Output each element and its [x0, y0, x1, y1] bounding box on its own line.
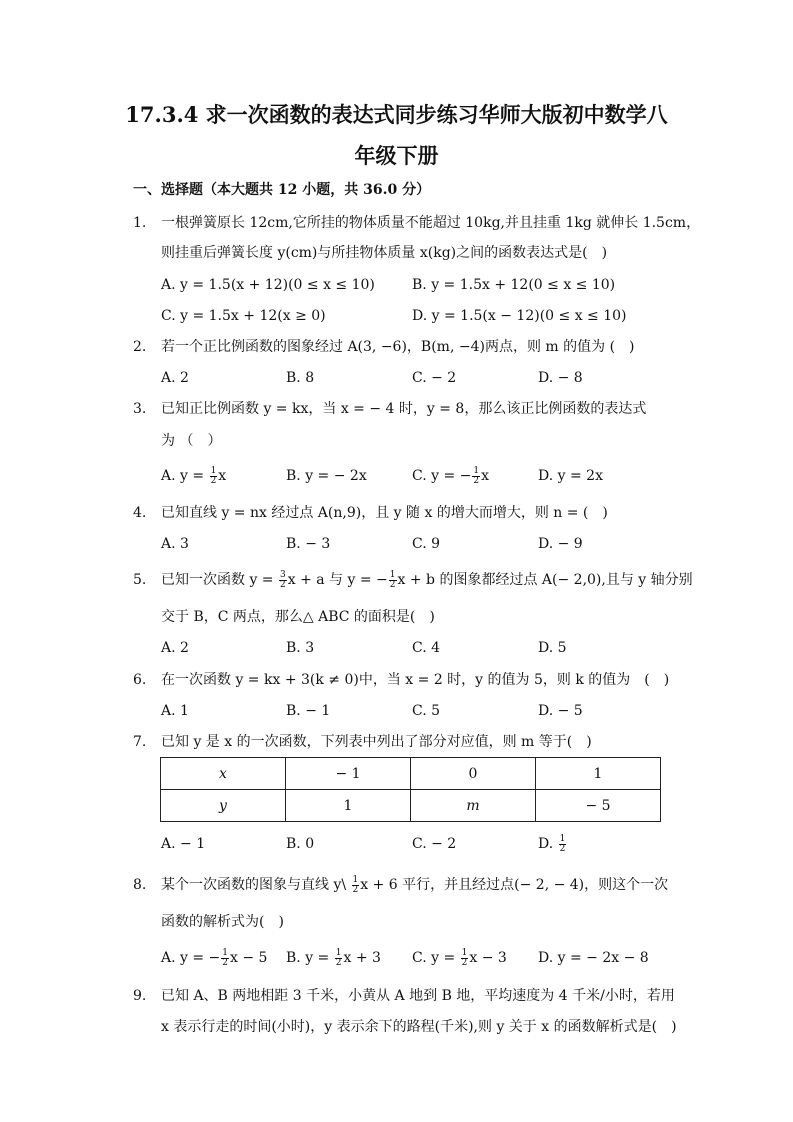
fraction	[221, 949, 229, 968]
fraction	[352, 876, 360, 895]
question-number: 3.	[133, 401, 147, 417]
fraction	[472, 467, 480, 486]
numerator: 1	[352, 874, 359, 885]
section-heading: 一、选择题（本大题共 12 小题，共 36.0 分）	[133, 182, 431, 198]
option-text: A. y = −	[161, 950, 221, 966]
question-number: 4.	[133, 505, 147, 521]
option-c	[412, 466, 489, 486]
question-text	[161, 570, 693, 590]
option-a: A. − 1	[161, 836, 206, 852]
document-title-line-2: 年级下册	[354, 143, 439, 168]
option-b: B. 0	[286, 836, 315, 852]
denominator: 2	[389, 579, 396, 590]
option-text: x − 5	[230, 950, 268, 966]
question-text: 在一次函数 y = kx + 3(k ≠ 0)中，当 x = 2 时，y 的值为 5，则 k 的值为 ( )	[161, 672, 670, 688]
option-text: B. y =	[286, 950, 334, 966]
option-text: x + 3	[343, 950, 381, 966]
option-b	[286, 948, 381, 968]
question-number: 8.	[133, 877, 147, 893]
option-a: A. 2	[161, 370, 189, 386]
table-cell: x	[161, 758, 286, 790]
fraction	[559, 835, 567, 854]
option-d: D. − 5	[538, 703, 583, 719]
question-text	[161, 875, 668, 895]
table-row	[161, 758, 661, 790]
question-text: 已知 A、B 两地相距 3 千米，小黄从 A 地到 B 地，平均速度为 4 千米/小时，若用	[161, 988, 675, 1004]
question-text: 已知 y 是 x 的一次函数，下列表中列出了部分对应值，则 m 等于( )	[161, 734, 592, 750]
question-text: 已知直线 y = nx 经过点 A(n,9)，且 y 随 x 的增大而增大，则 n = ( )	[161, 505, 608, 521]
option-b: B. y = 1.5x + 12(0 ≤ x ≤ 10)	[412, 277, 616, 293]
option-a: A. 2	[161, 640, 189, 656]
table-cell: 0	[411, 758, 536, 790]
option-c: C. 5	[412, 703, 441, 719]
option-d: D. − 8	[538, 370, 583, 386]
numerator: 1	[335, 947, 342, 958]
option-d: D. y = − 2x − 8	[538, 950, 649, 966]
table-cell: y	[161, 790, 286, 822]
option-b: B. 8	[286, 370, 315, 386]
denominator: 2	[559, 843, 566, 854]
denominator: 2	[210, 475, 217, 486]
table-cell: − 1	[286, 758, 411, 790]
text-run: x + b 的图象都经过点 A(− 2,0),且与 y 轴分别	[397, 572, 693, 588]
question-text: 若一个正比例函数的图象经过 A(3, −6)，B(m, −4)两点，则 m 的值为 ( )	[161, 339, 635, 355]
numerator: 1	[210, 465, 217, 476]
question-text: 交于 B，C 两点，那么△ ABC 的面积是( )	[161, 609, 435, 625]
denominator: 2	[335, 957, 342, 968]
denominator: 2	[473, 475, 480, 486]
option-d: D. − 9	[538, 536, 583, 552]
option-d	[538, 834, 567, 854]
option-d: D. y = 1.5(x − 12)(0 ≤ x ≤ 10)	[412, 308, 627, 324]
option-text: x	[218, 468, 227, 484]
text-run: x + 6 平行，并且经过点(− 2, − 4)，则这个一次	[360, 877, 669, 893]
option-d: D. 5	[538, 640, 567, 656]
denominator: 2	[280, 579, 286, 590]
fraction	[389, 571, 397, 590]
numerator: 1	[559, 833, 566, 844]
table-cell: − 5	[536, 790, 661, 822]
denominator: 2	[352, 884, 359, 895]
table-cell: m	[411, 790, 536, 822]
question-number: 7.	[133, 734, 147, 750]
option-b: B. y = − 2x	[286, 468, 367, 484]
option-c: C. − 2	[412, 836, 457, 852]
text-run: x + a 与 y = −	[287, 572, 388, 588]
option-text: C. y = −	[412, 468, 472, 484]
denominator: 2	[222, 957, 229, 968]
table-row	[161, 790, 661, 822]
question-text: 一根弹簧原长 12cm,它所挂的物体质量不能超过 10kg,并且挂重 1kg 就伸长 1.5cm，	[161, 215, 701, 231]
option-text: D.	[538, 836, 558, 852]
numerator: 1	[473, 465, 480, 476]
option-text: C. y =	[412, 950, 460, 966]
option-a: A. 1	[161, 703, 189, 719]
fraction	[461, 949, 469, 968]
question-text: 为 （ ）	[161, 433, 222, 449]
option-a	[161, 948, 267, 968]
fraction	[335, 949, 343, 968]
question-text: x 表示行走的时间(小时)，y 表示余下的路程(千米),则 y 关于 x 的函数解析式是( )	[161, 1019, 677, 1035]
numerator: 3	[280, 569, 286, 580]
question-number: 1.	[133, 215, 147, 231]
question-text: 函数的解析式为( )	[161, 914, 284, 930]
option-b: B. 3	[286, 640, 315, 656]
option-c: C. y = 1.5x + 12(x ≥ 0)	[161, 308, 326, 324]
question-text: 则挂重后弹簧长度 y(cm)与所挂物体质量 x(kg)之间的函数表达式是( )	[161, 245, 608, 261]
option-d: D. y = 2x	[538, 468, 603, 484]
numerator: 1	[222, 947, 229, 958]
fraction	[279, 571, 287, 590]
option-c: C. 4	[412, 640, 441, 656]
option-text: A. y =	[161, 468, 209, 484]
option-text: x − 3	[469, 950, 507, 966]
question-number: 2.	[133, 339, 147, 355]
text-run: 某个一次函数的图象与直线 y\	[161, 877, 351, 893]
question-text: 已知正比例函数 y = kx，当 x = − 4 时，y = 8，那么该正比例函数的表达式	[161, 401, 647, 417]
table-cell: 1	[536, 758, 661, 790]
option-b: B. − 1	[286, 703, 331, 719]
option-c: C. 9	[412, 536, 441, 552]
option-a: A. y = 1.5(x + 12)(0 ≤ x ≤ 10)	[161, 277, 375, 293]
document-title-line-1: 17.3.4 求一次函数的表达式同步练习华师大版初中数学八	[125, 102, 668, 127]
option-a	[161, 466, 226, 486]
option-a: A. 3	[161, 536, 189, 552]
table-cell: 1	[286, 790, 411, 822]
fraction	[210, 467, 218, 486]
option-text: x	[481, 468, 490, 484]
numerator: 1	[389, 569, 396, 580]
denominator: 2	[461, 957, 468, 968]
question-number: 9.	[133, 988, 147, 1004]
question-number: 6.	[133, 672, 147, 688]
numerator: 1	[461, 947, 468, 958]
option-c	[412, 948, 507, 968]
value-table	[160, 757, 661, 822]
option-b: B. − 3	[286, 536, 331, 552]
question-number: 5.	[133, 572, 147, 588]
text-run: 已知一次函数 y =	[161, 572, 278, 588]
option-c: C. − 2	[412, 370, 457, 386]
